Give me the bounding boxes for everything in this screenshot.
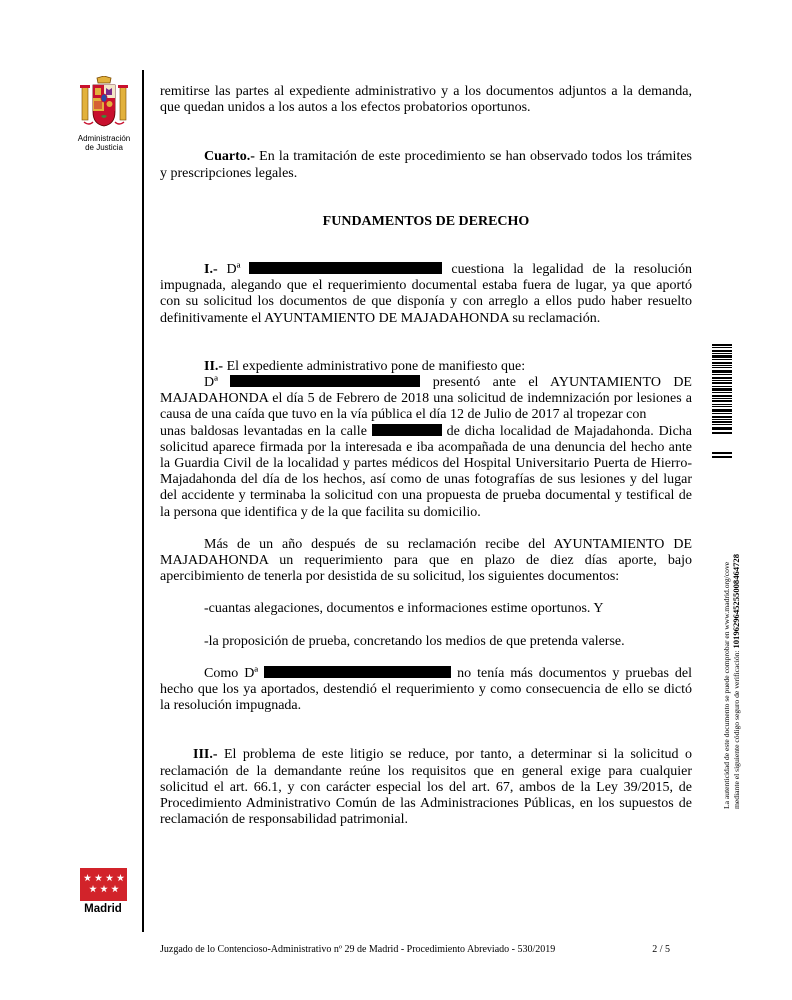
section-heading: FUNDAMENTOS DE DERECHO	[322, 213, 530, 229]
ii-intro-text: El expediente administrativo pone de manifiesto que:	[223, 358, 526, 374]
cuarto-label: Cuarto.-	[204, 149, 255, 165]
i-label: I.-	[204, 262, 218, 278]
page-number: 2 / 5	[652, 944, 670, 955]
justicia-caption-line1: Administración	[77, 134, 131, 143]
list-item: -cuantas alegaciones, documentos e informaciones estime oportunos. Y	[204, 601, 604, 617]
como-a: Como Dª	[204, 665, 265, 681]
redaction-bar	[372, 424, 442, 436]
verification-line1: La autenticidad de este documento se puede comprobar en www.madrid.org/cove	[722, 561, 731, 809]
i-da: Dª	[217, 262, 250, 278]
iii-text: El problema de este litigio se reduce, por tanto, a determinar si la solicitud o reclamación de la demandante reúne los requisitos que en general exige para cualquier solicitud el art. 66.1, y con carácter especial los del art. 67, ambos de la Ley 39/2015, de Procedimiento Administrativo Común de las Administraciones Públicas, en los supuestos de reclamación de responsabilidad patrimonial.	[160, 747, 692, 828]
justicia-logo	[70, 76, 138, 152]
paragraph-continuation: remitirse las partes al expediente administrativo y a los documentos adjuntos a la demanda, que quedan unidos a los autos a los efectos probatorios oportunos.	[160, 84, 692, 116]
cuarto-text: En la tramitación de este procedimiento se han observado todos los trámites y prescripciones legales.	[160, 149, 692, 181]
paragraph-como	[160, 666, 692, 715]
margin-rule	[142, 70, 144, 932]
paragraph-mas: Más de un año después de su reclamación recibe del AYUNTAMIENTO DE MAJADAHONDA un requerimiento para que en plazo de diez días aporte, bajo apercibimiento de tenerla por desistida de su solicitud, los siguientes documentos:	[160, 536, 692, 585]
barcode-end-mark	[711, 452, 733, 460]
list-item: -la proposición de prueba, concretando los medios de que pretenda valerse.	[204, 633, 625, 649]
i-text: cuestiona la legalidad de la resolución impugnada, alegando que el requerimiento documental estaba fuera de lugar, ya que aportó con su solicitud los documentos de que disponía y con arreglo a ellos pudo haber resuelto definitivamente el AYUNTAMIENTO DE MAJADAHONDA su reclamación.	[160, 262, 692, 326]
madrid-caption: Madrid	[84, 903, 122, 915]
madrid-logo	[78, 868, 128, 915]
page-footer	[160, 944, 670, 955]
como-b: no tenía más documentos y pruebas del hecho que los ya aportados, destendió el requerimiento y como consecuencia de ello se dictó la resolución impugnada.	[160, 665, 693, 714]
ii-da: Dª	[204, 375, 231, 391]
paragraph-cuarto	[160, 149, 692, 181]
paragraph-ii-continued	[160, 424, 692, 521]
redaction-bar	[264, 666, 451, 678]
footer-court: Juzgado de lo Contencioso-Administrativo nº 29 de Madrid - Procedimiento Abreviado - 530/2019	[160, 944, 556, 955]
redaction-bar	[230, 375, 420, 387]
verification-line2: mediante el siguiente código seguro de verificación:	[731, 648, 741, 809]
ii-text2a: unas baldosas levantadas en la calle	[160, 423, 372, 439]
redaction-bar	[249, 262, 442, 274]
justicia-caption-line2: de Justicia	[85, 143, 123, 152]
madrid-flag-icon	[80, 868, 127, 901]
document-body	[160, 84, 692, 829]
paragraph-i	[160, 262, 692, 327]
verification-code: 1019629645255008464728	[730, 554, 741, 649]
coat-of-arms-icon	[79, 76, 129, 132]
barcode-icon	[711, 344, 733, 436]
ii-label: II.-	[204, 358, 224, 374]
ii-text1: presentó ante el AYUNTAMIENTO DE MAJADAHONDA el día 5 de Febrero de 2018 una solicitud de indemnización por lesiones a causa de una caída que tuvo en la vía pública el día 12 de Julio de 2017 al tropezar con	[160, 375, 692, 423]
ii-text2b: de dicha localidad de Majadahonda. Dicha solicitud aparece firmada por la interesada e iba acompañada de una denuncia del hecho ante la Guardia Civil de la localidad y partes médicos del Hospital Universitario Puerta de Hierro-Majadahonda del día de los hechos, así como de unas fotografías de sus lesiones y del lugar del accidente y terminaba la solicitud con una propuesta de prueba documental y testifical de la persona que identifica y de la que facilita su domicilio.	[160, 423, 692, 520]
iii-label: III.-	[193, 747, 218, 763]
paragraph-ii-intro	[160, 359, 692, 375]
paragraph-iii	[160, 747, 692, 828]
verification-strip	[700, 344, 750, 809]
paragraph-ii-body	[160, 375, 692, 424]
